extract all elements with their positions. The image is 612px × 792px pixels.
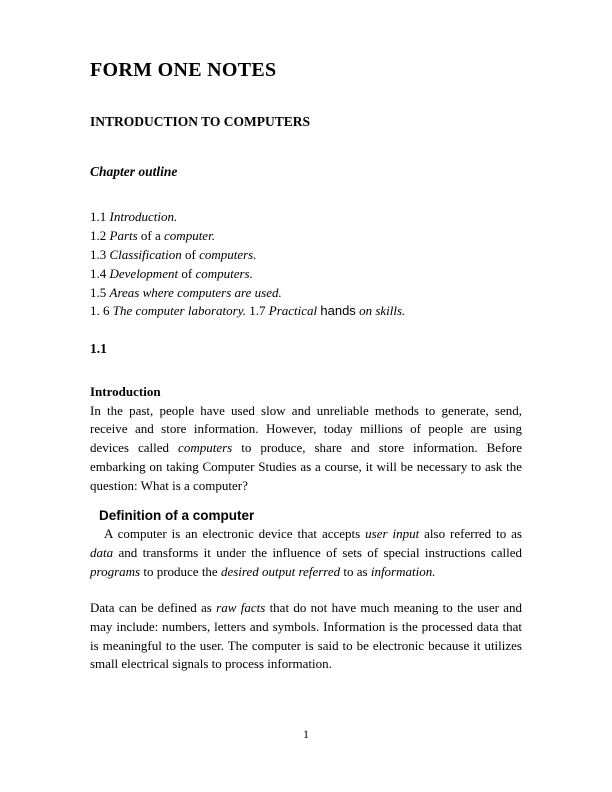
definition-heading: Definition of a computer <box>99 507 255 523</box>
outline-item: 1.1 Introduction. <box>90 209 178 225</box>
page-number: 1 <box>303 727 309 741</box>
chapter-outline-list <box>90 208 522 321</box>
outline-item: 1.4 Development of computers. <box>90 265 253 281</box>
chapter-outline-heading: Chapter outline <box>90 163 178 179</box>
introduction-paragraph: In the past, people have used slow and unreliable methods to generate, send, receive and store information. However, today millions of people are using devices called computers to produce, share and store information. Before embarking on taking Computer Studies as a course, it will be necessary to ask the question: What is a computer? <box>90 402 522 493</box>
outline-item: 1.5 Areas where computers are used. <box>90 284 282 300</box>
outline-item: 1.2 Parts of a computer. <box>90 227 215 243</box>
outline-item: 1. 6 The computer laboratory. 1.7 Practical hands on skills. <box>90 303 406 319</box>
document-heading: INTRODUCTION TO COMPUTERS <box>90 114 311 129</box>
definition-paragraph: A computer is an electronic device that accepts user input also referred to as data and transforms it under the influence of sets of special instructions called programs to produce the desired output referred to as information. <box>90 526 522 580</box>
outline-item: 1.3 Classification of computers. <box>90 246 257 262</box>
document-title: FORM ONE NOTES <box>90 59 277 81</box>
section-number: 1.1 <box>90 341 107 357</box>
definition-section <box>90 506 522 582</box>
introduction-section <box>90 383 522 496</box>
introduction-heading: Introduction <box>90 383 161 399</box>
data-paragraph: Data can be defined as raw facts that do not have much meaning to the user and may include: numbers, letters and symbols. Information is the processed data that is meaningful to the user. The computer is said to be electronic because it utilizes small electrical signals to process information. <box>90 599 522 672</box>
